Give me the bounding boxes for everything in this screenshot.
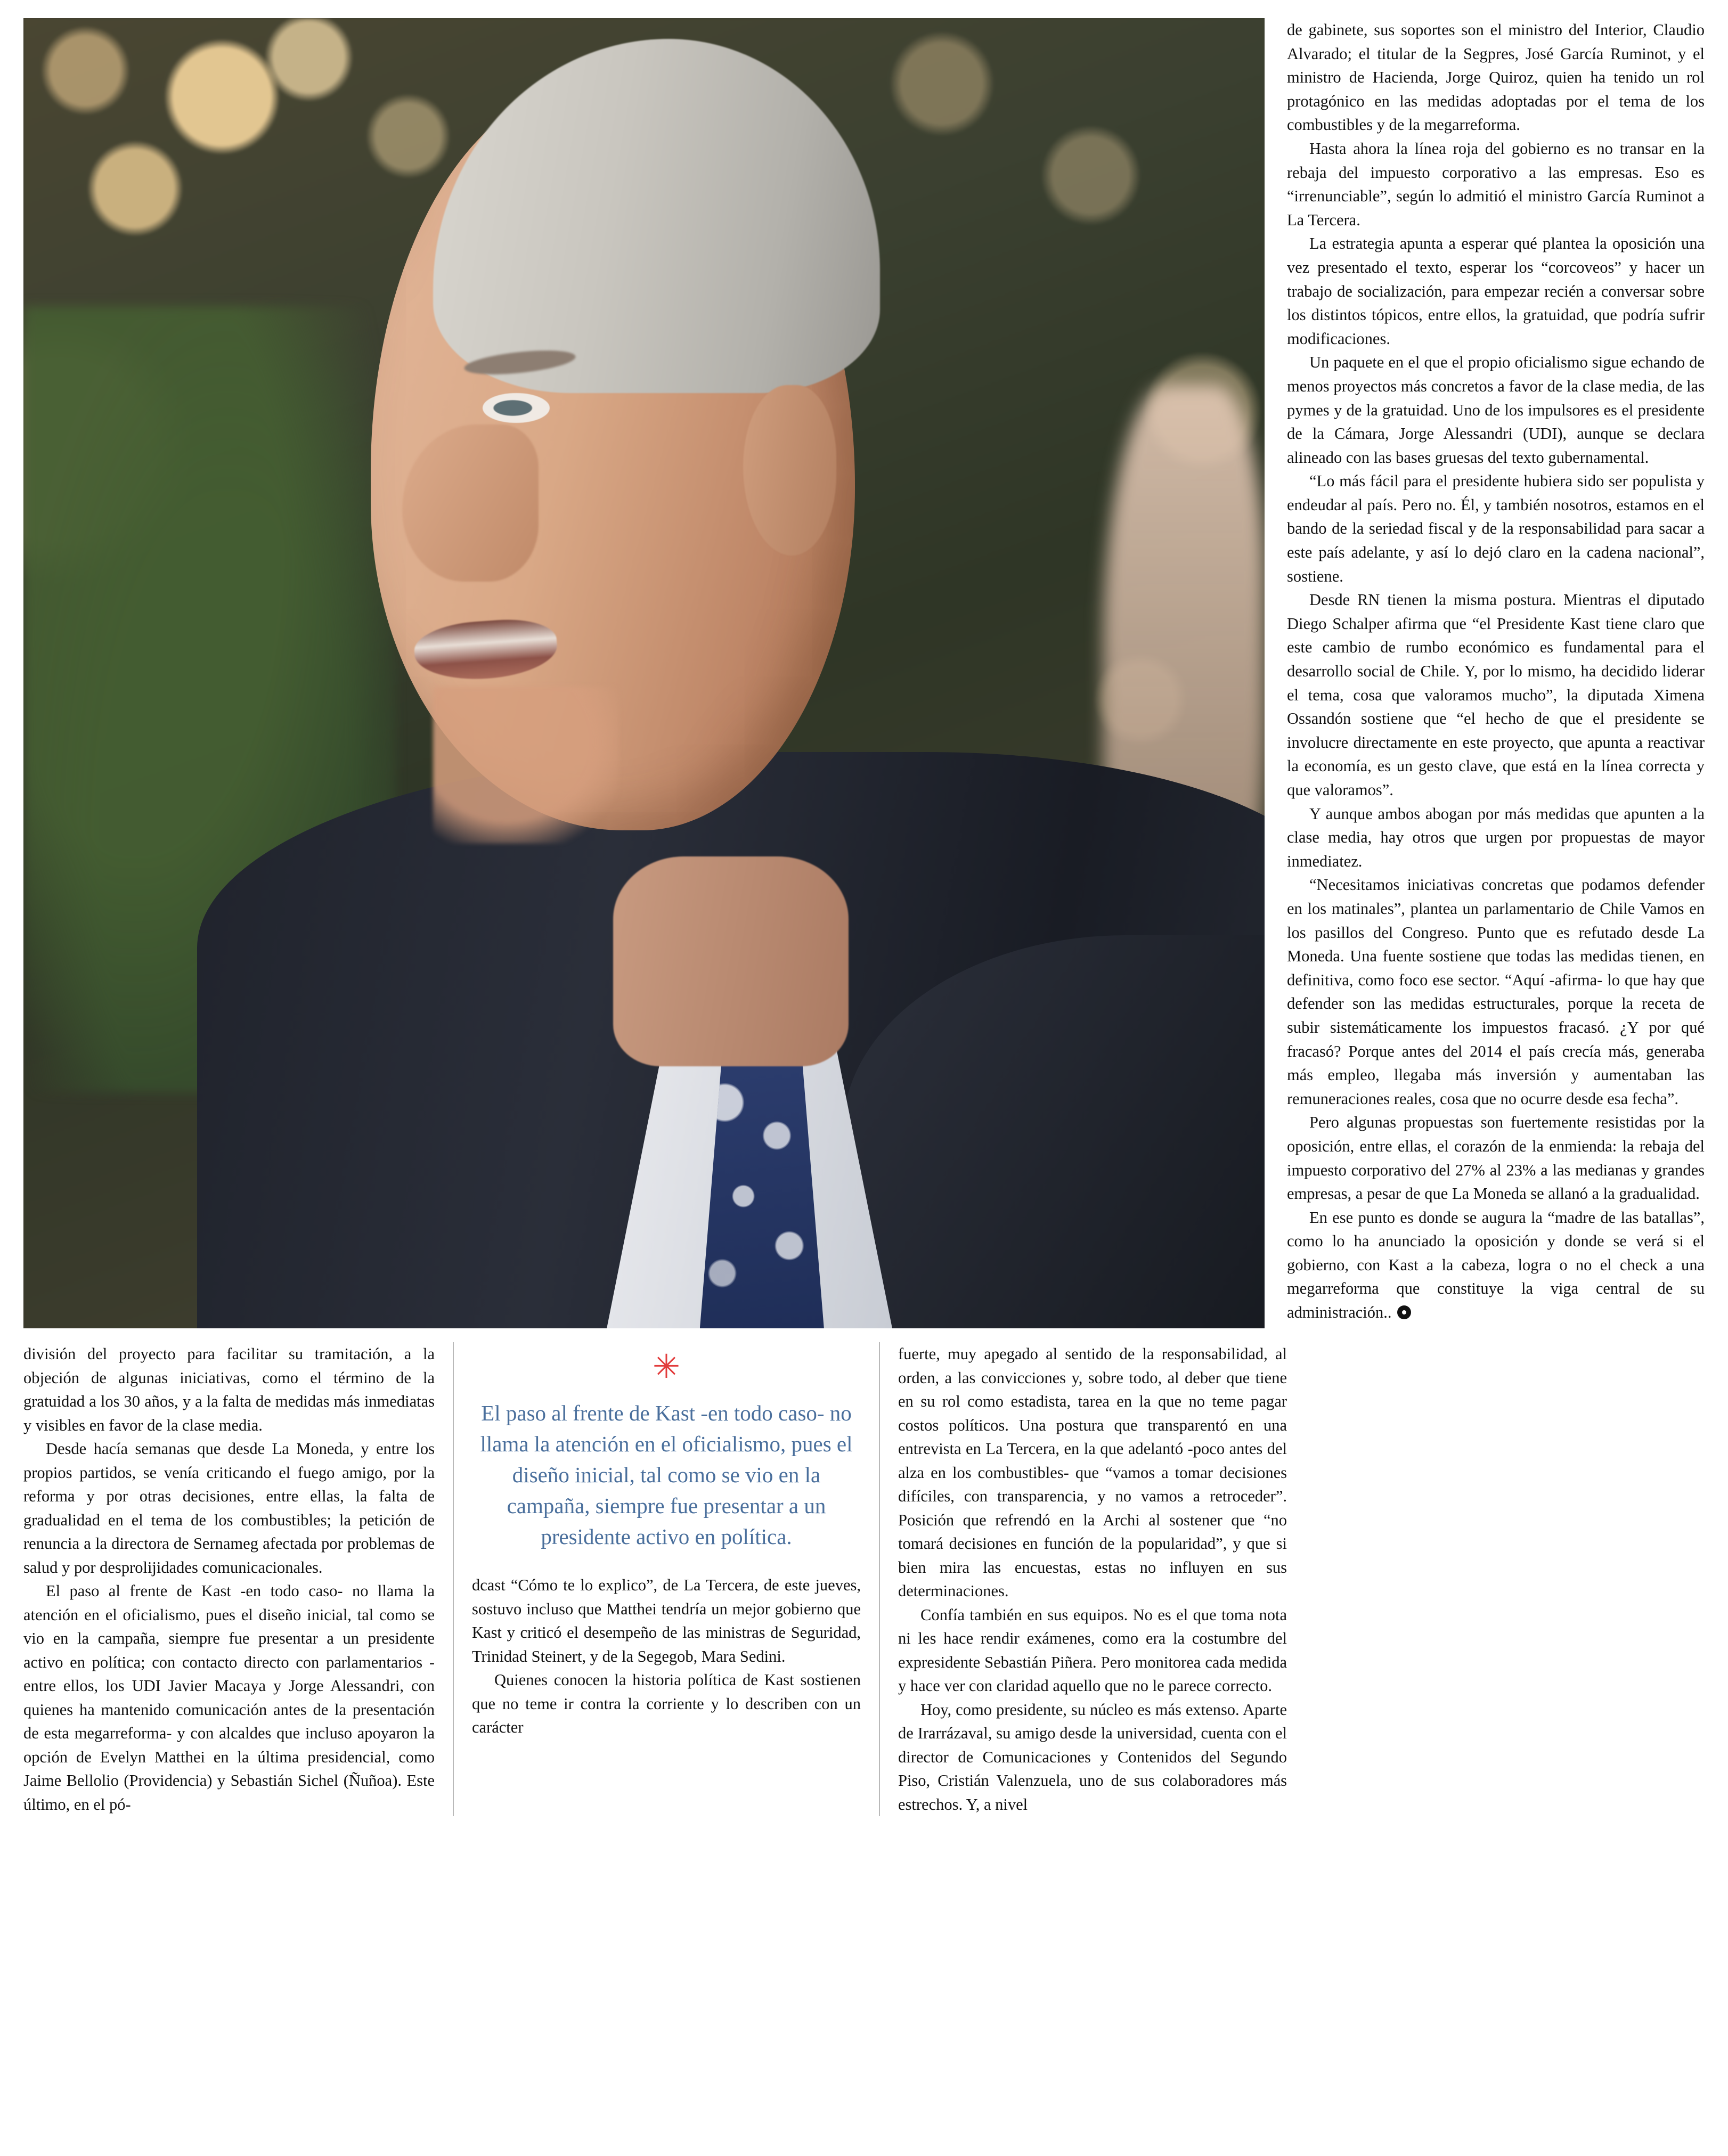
pull-quote — [472, 1342, 861, 1573]
paragraph: La estrategia apunta a esperar qué plantea la oposición una vez presentado el texto, esperar los “corcoveos” y hacer un trabajo de socialización, para empezar recién a conversar sobre los distintos tópicos, entre ellos, la gratuidad, que podría sufrir modificaciones. — [1287, 234, 1705, 348]
paragraph: dcast “Cómo te lo explico”, de La Tercera, de este jueves, sostuvo incluso que Matthei tendría un mejor gobierno que Kast y criticó el desempeño de las ministras de Seguridad, Trinidad Steinert, y de la Segegob, Mara Sedini. — [472, 1576, 861, 1665]
paragraph: Y aunque ambos abogan por más medidas que apunten a la clase media, hay otros que urgen por propuestas de mayor inmediatez. — [1287, 804, 1705, 870]
photo-chin — [433, 687, 620, 844]
paragraph: Confía también en sus equipos. No es el que toma nota ni les hace rendir exámenes, como era la costumbre del expresidente Sebastián Piñera. Pero monitorea cada medida y hace ver con claridad aquello que no le parece correcto. — [898, 1605, 1287, 1695]
paragraph: El paso al frente de Kast -en todo caso- no llama la atención en el oficialismo, pues el diseño inicial, tal como se vio en la campaña, siempre fue presentar a un presidente activo en política; con contacto directo con parlamentarios -entre ellos, los UDI Javier Macaya y Jorge Alessandri, con quienes ha mantenido comunicación antes de la presentación de esta megarreforma- y con alcaldes que incluso apoyaron la opción de Evelyn Matthei en la última presidencial, como Jaime Bellolio (Providencia) y Sebastián Sichel (Ñuñoa). Este último, en el pó- — [23, 1582, 435, 1814]
photo-neck — [613, 856, 849, 1066]
asterisk-icon: ✳ — [653, 1349, 680, 1385]
paragraph: Un paquete en el que el propio oficialismo sigue echando de menos proyectos más concretos a favor de la clase media, de las pymes y de la gratuidad. Uno de los impulsores es el presidente de la Cámara, Jorge Alessandri (UDI), aunque se declara alineado con las bases gruesas del texto gubernamental. — [1287, 353, 1705, 467]
paragraph-final — [1287, 1206, 1705, 1325]
paragraph: fuerte, muy apegado al sentido de la responsabilidad, al orden, a las convicciones y, sobre todo, al deber que tiene en su rol como estadista, tarea en la que no teme pagar costos políticos. Una postura que transparentó en una entrevista en La Tercera, en la que adelantó -poco antes del alza en los combustibles- que “vamos a tomar decisiones difíciles, con transparencia, y no vamos a retroceder”. Posición que refrendó en la Archi al sostener que “no tomará decisiones en función de la popularidad”, y que si bien mira las encuestas, estas no influyen en sus determinaciones. — [898, 1345, 1287, 1600]
body-column-one — [23, 1342, 453, 1816]
body-column-three — [879, 1342, 1305, 1816]
paragraph: Pero algunas propuestas son fuertemente resistidas por la oposición, entre ellas, el corazón de la enmienda: la rebaja del impuesto corporativo del 27% al 23% a las medianas y grandes empresas, a pesar de que La Moneda se allanó a la gradualidad. — [1287, 1113, 1705, 1203]
paragraph-text: En ese punto es donde se augura la “madre de las batallas”, como lo ha anunciado la oposición y donde se verá si el gobierno, con Kast a la cabeza, logra o no el check a una megarreforma que constituye la viga central de su administración.. — [1287, 1208, 1705, 1322]
body-column-right — [1265, 18, 1705, 1325]
paragraph: Hoy, como presidente, su núcleo es más extenso. Aparte de Irarrázaval, su amigo desde la universidad, cuenta con el director de Comunicaciones y Contenidos del Segundo Piso, Cristián Valenzuela, uno de sus colaboradores más estrechos. Y, a nivel — [898, 1700, 1287, 1814]
body-column-two — [453, 1342, 879, 1816]
paragraph: Hasta ahora la línea roja del gobierno es no transar en la rebaja del impuesto corporativo a las empresas. Eso es “irrenunciable”, según lo admitió el ministro García Ruminot a La Tercera. — [1287, 139, 1705, 229]
paragraph: división del proyecto para facilitar su tramitación, a la objeción de algunas iniciativas, como el término de la gratuidad a los 30 años, y a la falta de medidas más inmediatas y visibles en favor de la clase media. — [23, 1345, 435, 1434]
politician-portrait-photo — [23, 18, 1265, 1328]
paragraph: “Lo más fácil para el presidente hubiera sido ser populista y endeudar al país. Pero no. Él, y también nosotros, estamos en el bando de la seriedad fiscal y de la responsabilidad para sacar a este país adelante, y así lo dejó claro en la cadena nacional”, sostiene. — [1287, 472, 1705, 585]
bottom-region — [23, 1342, 1705, 1816]
photo-ear — [743, 385, 836, 556]
end-mark-icon — [1397, 1305, 1411, 1319]
photo-eye — [483, 393, 550, 423]
paragraph: Desde hacía semanas que desde La Moneda, y entre los propios partidos, se venía criticando el fuego amigo, por la reforma y por otras decisiones, entre ellas, la falta de gradualidad en el tema de los combustibles; la petición de renuncia a la directora de Sernameg afectada por problemas de salud y por desprolijidades comunicacionales. — [23, 1440, 435, 1577]
paragraph: de gabinete, sus soportes son el ministro del Interior, Claudio Alvarado; el titular de la Segpres, José García Ruminot, y el ministro de Hacienda, Jorge Quiroz, quien ha tenido un rol protagónico en las medidas adoptadas por el tema de los combustibles y de la megarreforma. — [1287, 21, 1705, 134]
paragraph: Desde RN tienen la misma postura. Mientras el diputado Diego Schalper afirma que “el Presidente Kast tiene claro que este cambio de rumbo económico es fundamental para el desarrollo social de Chile. Y, por lo mismo, ha decidido liderar el tema, cosa que valoramos mucho”, la diputada Ximena Ossandón sostiene que “el hecho de que el presidente se involucre directamente en este proyecto, que apunta a reactivar la economía, es un gesto clave, que está en la línea correcta y que valoramos”. — [1287, 591, 1705, 799]
photo-block — [23, 18, 1265, 1328]
top-region — [23, 18, 1705, 1328]
paragraph: Quienes conocen la historia política de Kast sostienen que no teme ir contra la corriente y lo describen con un carácter — [472, 1671, 861, 1736]
paragraph: “Necesitamos iniciativas concretas que podamos defender en los matinales”, plantea un parlamentario de Chile Vamos en los pasillos del Congreso. Punto que es refutado desde La Moneda. Una fuente sostiene que todas las medidas tienen, en definitiva, como foco ese sector. “Aquí -afirma- lo que hay que defender son las medidas estructurales, porque la receta de subir sistemáticamente los impuestos fracasó. ¿Y por qué fracasó? Porque antes del 2014 el país crecía más, generaba más empleo, llegaba más inversión y aumentaban las remuneraciones reales, cosa que no ocurre desde esa fecha”. — [1287, 876, 1705, 1108]
pull-quote-text: El paso al frente de Kast -en todo caso- no llama la atención en el oficialismo, pues el diseño inicial, tal como se vio en la campaña, siempre fue presentar a un presidente activo en política. — [480, 1401, 853, 1549]
